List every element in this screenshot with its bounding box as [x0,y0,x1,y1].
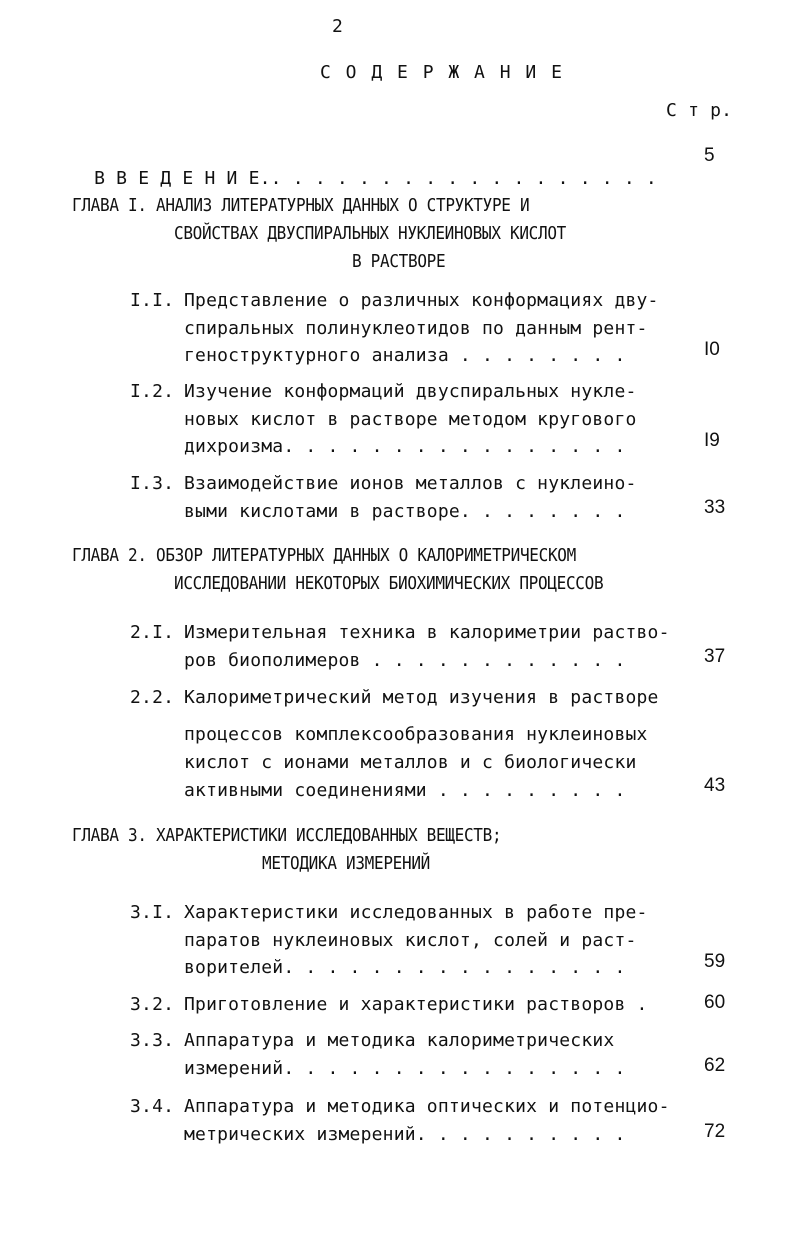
section-1-1-number: I.I. [130,290,175,311]
section-2-2-number: 2.2. [130,687,175,708]
section-2-2-line4: активными соединениями . . . . . . . . . [184,780,626,801]
section-1-1-line1[interactable]: Представление о различных конформациях дву- [184,290,659,311]
section-3-3-line1[interactable]: Аппаратура и методика калориметрических [184,1030,615,1051]
toc-entry-intro[interactable] [72,147,657,189]
chapter2-title-line2: ИССЛЕДОВАНИИ НЕКОТОРЫХ БИОХИМИЧЕСКИХ ПРОЦЕССОВ [174,572,604,594]
section-3-1-number: 3.I. [130,902,175,923]
section-3-1-page: 59 [704,951,726,972]
section-1-3-line2: выми кислотами в растворе. . . . . . . . [184,501,626,522]
section-1-2-page: I9 [704,430,720,451]
leader-dots: . . . . . . . . . . . . . . . . . . [270,168,657,189]
section-1-2-line1[interactable]: Изучение конформаций двуспиральных нукле- [184,381,637,402]
intro-page: 5 [704,145,715,166]
section-3-4-line2: метрических измерений. . . . . . . . . . [184,1124,626,1145]
section-2-2-line3: кислот с ионами металлов и с биологически [184,752,637,773]
section-3-4-line1[interactable]: Аппаратура и методика оптических и потенцио- [184,1096,670,1117]
section-2-2-page: 43 [704,775,726,796]
section-2-1-number: 2.I. [130,622,175,643]
section-1-1-line2: спиральных полинуклеотидов по данным рент- [184,318,648,339]
section-1-1-page: I0 [704,339,720,360]
section-2-1-line2: ров биополимеров . . . . . . . . . . . . [184,650,626,671]
section-3-4-page: 72 [704,1121,726,1142]
intro-label: В В Е Д Е Н И Е. [94,168,271,189]
section-2-2-line1[interactable]: Калориметрический метод изучения в растворе [184,687,659,708]
section-3-1-line2: паратов нуклеиновых кислот, солей и раст- [184,930,637,951]
section-1-3-page: 33 [704,497,726,518]
chapter3-title-line1: ГЛАВА 3. ХАРАКТЕРИСТИКИ ИССЛЕДОВАННЫХ ВЕЩЕСТВ; [72,824,502,846]
section-1-2-line2: новых кислот в растворе методом кругового [184,409,637,430]
chapter2-title-line1: ГЛАВА 2. ОБЗОР ЛИТЕРАТУРНЫХ ДАННЫХ О КАЛОРИМЕТРИЧЕСКОМ [72,544,576,566]
section-1-3-line1[interactable]: Взаимодействие ионов металлов с нуклеино- [184,473,637,494]
chapter1-title-line2: СВОЙСТВАХ ДВУСПИРАЛЬНЫХ НУКЛЕИНОВЫХ КИСЛОТ [174,222,566,244]
toc-title: С О Д Е Р Ж А Н И Е [320,62,564,83]
section-1-1-line3: геноструктурного анализа . . . . . . . . [184,345,626,366]
section-2-1-line1[interactable]: Измерительная техника в калориметрии раство- [184,622,670,643]
section-3-1-line3: ворителей. . . . . . . . . . . . . . . . [184,957,626,978]
section-1-2-line3: дихроизма. . . . . . . . . . . . . . . . [184,436,626,457]
section-3-2-line1[interactable]: Приготовление и характеристики растворов . [184,994,648,1015]
section-1-2-number: I.2. [130,381,175,402]
section-3-4-number: 3.4. [130,1096,175,1117]
section-3-2-page: 60 [704,992,726,1013]
chapter1-title-line1: ГЛАВА I. АНАЛИЗ ЛИТЕРАТУРНЫХ ДАННЫХ О СТРУКТУРЕ И [72,194,530,216]
section-1-3-number: I.3. [130,473,175,494]
chapter1-title-line3: В РАСТВОРЕ [352,250,446,272]
section-3-1-line1[interactable]: Характеристики исследованных в работе пре- [184,902,648,923]
chapter3-title-line2: МЕТОДИКА ИЗМЕРЕНИЙ [262,852,430,874]
section-2-1-page: 37 [704,646,726,667]
section-3-2-number: 3.2. [130,994,175,1015]
section-3-3-line2: измерений. . . . . . . . . . . . . . . . [184,1058,626,1079]
page-column-header: С т р. [666,100,733,121]
section-3-3-page: 62 [704,1055,726,1076]
page-number: 2 [332,16,343,37]
section-2-2-line2: процессов комплексообразования нуклеиновых [184,724,648,745]
section-3-3-number: 3.3. [130,1030,175,1051]
